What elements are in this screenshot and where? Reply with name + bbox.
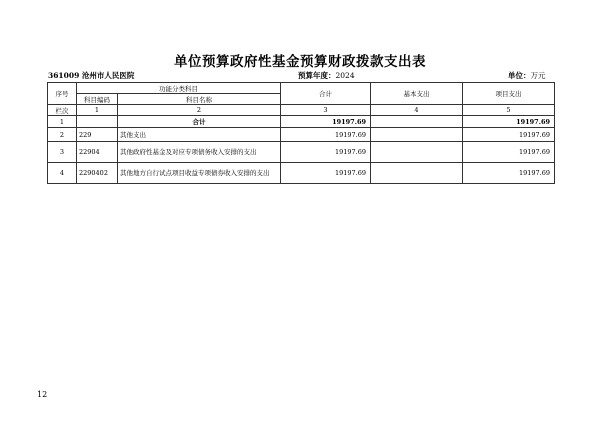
header-name: 科目名称 [118, 94, 281, 105]
page-title: 单位预算政府性基金预算财政拨款支出表 [174, 54, 426, 70]
table-row: 1 合计 19197.69 19197.69 [48, 116, 555, 128]
budget-year: 预算年度：2024 [298, 71, 355, 80]
fund-expenditure-table [47, 82, 555, 184]
header-col5: 5 [463, 105, 555, 116]
table-row: 3 22904 其他政府性基金及对应专项债务收入安排的支出 19197.69 19197.69 [48, 142, 555, 163]
currency-unit: 单位：万元 [508, 71, 546, 80]
unit-name: 361009 沧州市人民医院 [48, 71, 135, 80]
header-col4: 4 [371, 105, 463, 116]
header-func-class: 功能分类科目 [77, 83, 281, 94]
header-project: 项目支出 [463, 83, 555, 105]
header-col3: 3 [281, 105, 371, 116]
table-row: 4 2290402 其他地方自行试点项目收益专项债券收入安排的支出 19197.69 19197.69 [48, 163, 555, 184]
table-row: 2 229 其他支出 19197.69 19197.69 [48, 128, 555, 142]
header-code: 科目编码 [77, 94, 118, 105]
header-col2: 2 [118, 105, 281, 116]
header-col1: 1 [77, 105, 118, 116]
header-seq: 序号 [48, 83, 77, 105]
page-number: 12 [37, 390, 48, 399]
header-total: 合计 [281, 83, 371, 105]
header-basic: 基本支出 [371, 83, 463, 105]
header-col-row: 栏次 [48, 105, 77, 116]
